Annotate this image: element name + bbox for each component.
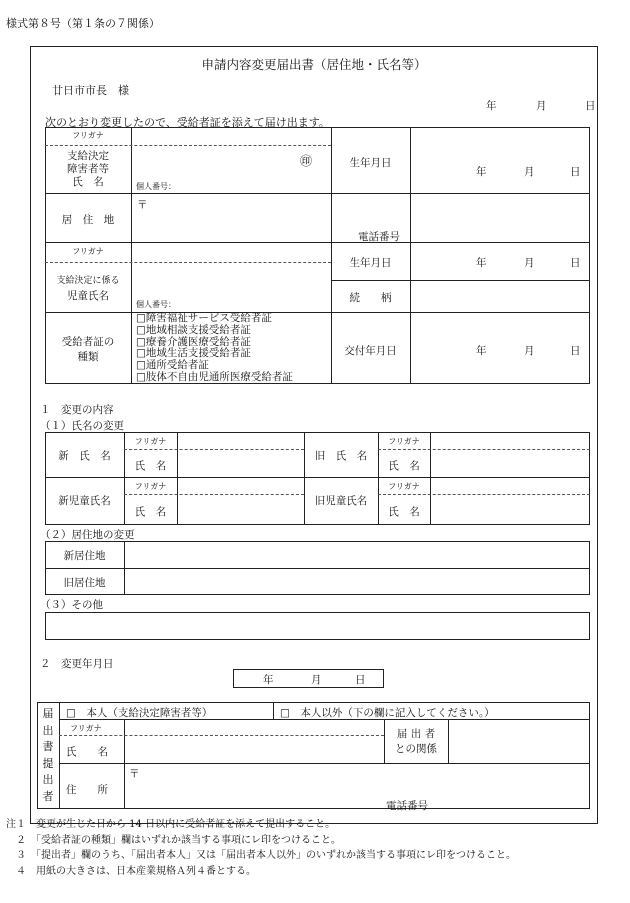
date-day: 日 [585,100,596,112]
option-self-checkbox[interactable]: □ 本人（支給決定障害者等） [66,707,213,719]
phone-label: 電話番号 [358,231,400,243]
section1-heading: １ 変更の内容 [40,404,114,416]
submitter-side-label: 届 出 書 提 出 者 [42,707,54,803]
cert-option[interactable]: □通所受給者証 [136,359,209,372]
old-child-name-label: 旧児童氏名 [314,495,368,507]
old-address-label: 旧居住地 [63,577,106,589]
child-label-small: 支給決定に係る [56,276,120,286]
section2-heading: ２ 変更年月日 [40,658,114,670]
other-heading: （３）その他 [40,599,103,611]
submitter-name-label: 氏 名 [66,746,108,758]
address-change-heading: （２）居住地の変更 [40,529,135,541]
holder-label: 支給決定 障害者等 氏 名 [67,150,109,188]
furigana-label: フリガナ [72,131,104,140]
issued-label: 交付年月日 [344,345,397,357]
cert-label: 受給者証の 種類 [61,336,115,363]
cert-option[interactable]: □地域相談支援受給者証 [136,323,251,336]
notes: 注１ 変更が生じた日から 14 日以内に受給者証を添えて提出すること。 ２ 「受給者証の種類」欄はいずれか該当する事項にレ印をつけること。 ３ 「提出者」欄のうち、「届出者本人」又は「届出者本人以外」のいずれか該当する事項にレ印をつけること。 ４ 用紙の大きさは、日本産業規格Ａ列４番とする。 [6,819,516,877]
addressee: 廿日市市長 様 [52,84,129,97]
new-address-label: 新居住地 [63,550,106,562]
cert-option[interactable]: □地域生活支援受給者証 [136,347,251,360]
submitter-relation-label: 届 出 者 との関係 [395,728,437,755]
birth-label: 生年月日 [349,157,392,169]
cert-option[interactable]: □障害福祉サービス受給者証 [136,312,272,324]
form-title: 申請内容変更届出書（居住地・氏名等） [201,57,427,72]
postal-mark: 〒 [137,199,148,211]
cert-options [136,313,293,384]
date-month: 月 [536,100,547,112]
other-field[interactable] [45,612,590,640]
relation-label: 続 柄 [349,292,392,304]
option-other-checkbox[interactable]: □ 本人以外（下の欄に記入してください。） [280,707,495,719]
old-name-label: 旧 氏 名 [314,450,368,462]
child-label: 児童氏名 [67,290,109,302]
cert-option[interactable]: □療養介護医療受給者証 [136,335,251,348]
mynumber-label: 個人番号： [136,182,176,191]
name-change-heading: （１）氏名の変更 [40,420,124,432]
date-year: 年 [486,100,497,112]
residence-label: 居 住 地 [61,214,115,226]
form-number: 様式第８号（第１条の７関係） [6,17,160,30]
new-child-name-label: 新児童氏名 [58,495,111,507]
cert-option[interactable]: □肢体不自由児通所医療受給者証 [136,370,293,383]
intro-text: 次のとおり変更したので、受給者証を添えて届け出ます。 [45,116,330,129]
new-name-label: 新 氏 名 [58,450,111,462]
seal-mark: ㊞ [300,154,313,168]
submitter-address-label: 住 所 [66,784,108,796]
